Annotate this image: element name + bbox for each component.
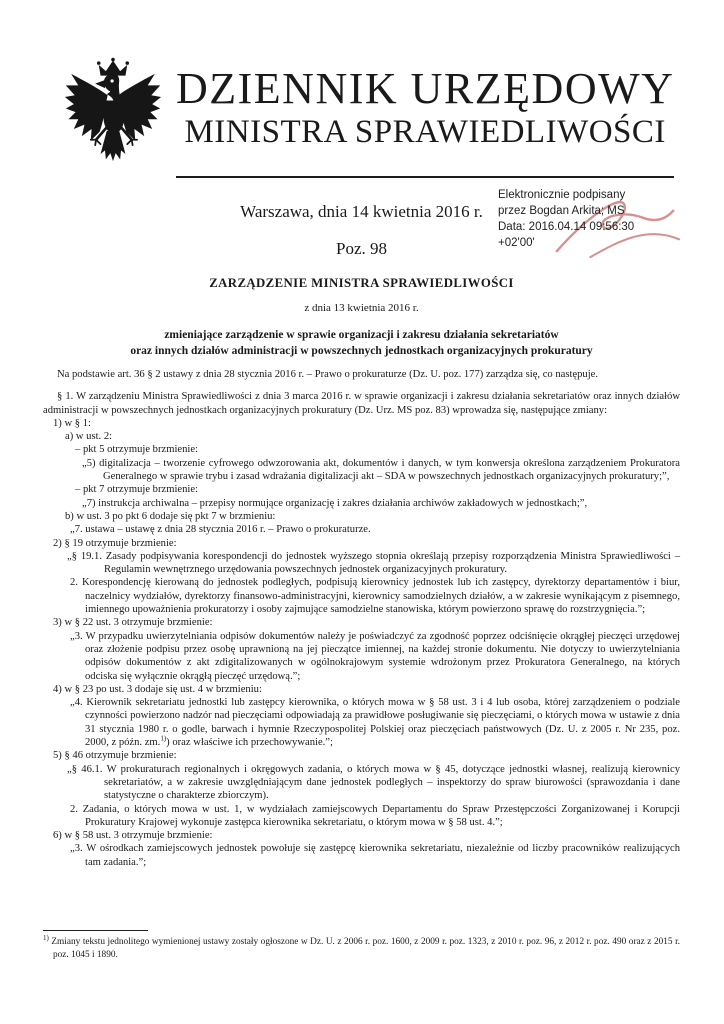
body-paragraph: Na podstawie art. 36 § 2 ustawy z dnia 28 stycznia 2016 r. – Prawo o prokuraturze (Dz. U. poz. 177) zarządza się, co następuje. — [57, 369, 598, 380]
position-number: Poz. 98 — [336, 239, 387, 258]
signature-line: Elektronicznie podpisany — [498, 189, 626, 201]
body-paragraph: „3. W ośrodkach zamiejscowych jednostek powołuje się zastępcę kierownika sekretariatu, niezależnie od liczby pracowników realizujących tam zadania.”; — [70, 843, 680, 868]
body-paragraph: „7. ustawa – ustawę z dnia 28 stycznia 2016 r. – Prawo o prokuraturze. — [70, 524, 371, 536]
act-subject-line1: zmieniające zarządzenie w sprawie organizacji i zakresu działania sekretariatów — [164, 329, 559, 341]
body-paragraph: „§ 46.1. W prokuraturach regionalnych i okręgowych zadania, o których mowa w § 45, dotyczące jednostki własnej, realizują kierownicy sekretariatów, a w zakresie uwzględniającym dane jednostek podległych – inspektorzy do spraw biurowości (sprawozdania i dane statystyczne o charakterze zbiorczym). — [67, 763, 680, 802]
footnote-text — [43, 933, 680, 961]
body-paragraph: „7) instrukcja archiwalna – przepisy normujące organizację i zakres działania archiwów zakładowych w jednostkach;”, — [82, 497, 588, 509]
body-paragraph: 4) w § 23 po ust. 3 dodaje się ust. 4 w brzmieniu: — [53, 683, 262, 695]
electronic-signature-block — [498, 187, 684, 251]
act-subject-line2: oraz innych działów administracji w powszechnych jednostkach organizacyjnych prokuratury — [130, 345, 593, 357]
body-paragraph: – pkt 5 otrzymuje brzmienie: — [75, 444, 198, 456]
footnote-marker: 1) — [43, 933, 49, 942]
journal-title-line2: MINISTRA SPRAWIEDLIWOŚCI — [184, 114, 666, 150]
polish-eagle-emblem — [64, 56, 162, 170]
footnote-body: Zmiany tekstu jednolitego wymienionej ustawy zostały ogłoszone w Dz. U. z 2006 r. poz. 1600, z 2009 r. poz. 1323, z 2010 r. poz. 96, z 2012 r. poz. 490 oraz z 2015 r. poz. 1045 i 1890. — [51, 937, 680, 960]
signature-line: przez Bogdan Arkita; MS — [498, 205, 625, 217]
footnote — [43, 930, 680, 961]
body-paragraph: „3. W przypadku uwierzytelniania odpisów dokumentów należy je poświadczyć za zgodność poprzez odciśnięcie okrągłej pieczęci urzędowej oraz złożenie podpisu przez osobę uprawnioną na jej pieczątce imiennej, na każdej stronie dokumentu. Nie dotyczy to uwierzytelniania odpisów dokumentów z akt zdigitalizowanych w ogólnokrajowym systemie wdrożonym przez Prokuratora Generalnego, na których odciska się wyłącznie okrągłą pieczęć urzędową.”; — [70, 630, 680, 682]
body-paragraph: § 1. W zarządzeniu Ministra Sprawiedliwości z dnia 3 marca 2016 r. w sprawie organizacji i zakresu działania sekretariatów oraz innych działów administracji w powszechnych jednostkach organizacyjnych prokuratury (Dz. Urz. MS poz. 83) wprowadza się, następujące zmiany: — [43, 391, 680, 416]
body-paragraph: 3) w § 22 ust. 3 otrzymuje brzmienie: — [53, 617, 213, 629]
body-paragraph: „5) digitalizacja – tworzenie cyfrowego odwzorowania akt, dokumentów i danych, w tym konwersja określona zarządzeniem Prokuratora Generalnego w sprawie trybu i zasad wdrażania digitalizacji akt – SDA w powszechnych jednostkach organizacyjnych prokuratury;”, — [82, 457, 680, 483]
footnote-separator — [43, 930, 148, 931]
dateline: Warszawa, dnia 14 kwietnia 2016 r. — [240, 202, 483, 221]
masthead — [64, 56, 675, 178]
act-heading — [43, 276, 680, 359]
act-date: z dnia 13 kwietnia 2016 r. — [304, 302, 419, 314]
body-paragraph: 2. Zadania, o których mowa w ust. 1, w wydziałach zamiejscowych Departamentu do Spraw Przestępczości Zorganizowanej i Korupcji Prokuratury Krajowej wykonuje zastępca kierownika sekretariatu, o którym mowa w § 58 ust. 4.”; — [70, 803, 680, 828]
act-title: ZARZĄDZENIE MINISTRA SPRAWIEDLIWOŚCI — [209, 276, 514, 290]
body-paragraph: 2. Korespondencję kierowaną do jednostek podległych, podpisują kierownicy jednostek lub ich zastępcy, dyrektorzy departamentów i biur, naczelnicy wydziałów, dyrektorzy finansowo-administracyjni, kierownicy samodzielnych działów, a w zakresie wynikającym z pisemnego, imiennego upoważnienia prokuratorzy i osoby zajmujące samodzielne stanowiska, którym powierzono sprawę do rozstrzygnięcia.”; — [70, 577, 680, 616]
body-paragraph: 2) § 19 otrzymuje brzmienie: — [53, 537, 177, 549]
masthead-titles — [176, 56, 674, 178]
body-paragraph: „§ 19.1. Zasady podpisywania korespondencji do jednostek wyższego stopnia określają przepisy rozporządzenia Ministra Sprawiedliwości – Regulamin wewnętrznego urzędowania powszechnych jednostek organizacyjnych prokuratury. — [67, 550, 680, 576]
act-subject — [43, 327, 680, 359]
body-paragraph: – pkt 7 otrzymuje brzmienie: — [75, 484, 198, 496]
document-body — [43, 368, 680, 869]
signature-line: Data: 2016.04.14 09:56:30 — [498, 221, 635, 233]
body-paragraph: 6) w § 58 ust. 3 otrzymuje brzmienie: — [53, 830, 213, 842]
body-paragraph: a) w ust. 2: — [65, 431, 113, 443]
body-paragraph: 1) w § 1: — [53, 417, 91, 429]
body-paragraph: 5) § 46 otrzymuje brzmienie: — [53, 750, 177, 762]
signature-line: +02'00' — [498, 237, 535, 249]
journal-title-line1: DZIENNIK URZĘDOWY — [176, 64, 675, 113]
body-paragraph: „4. Kierownik sekretariatu jednostki lub zastępcy kierownika, o których mowa w § 58 ust. 3 i 4 lub osoba, której zarządzeniem o podziale czynności powierzono nadzór nad pieczęciami odpowiadają za prawidłowe posługiwanie się pieczęciami, o których mowa w ustawie z dnia 31 stycznia 1980 r. o godle, barwach i hymnie Rzeczypospolitej Polskiej oraz pieczęciach państwowych (Dz. U. z 2005 r. Nr 235, poz. 2000, z późn. zm.$^{1)}$) oraz właściwe ich przechowywanie.”; — [70, 697, 680, 749]
body-paragraph: b) w ust. 3 po pkt 6 dodaje się pkt 7 w brzmieniu: — [65, 510, 276, 522]
